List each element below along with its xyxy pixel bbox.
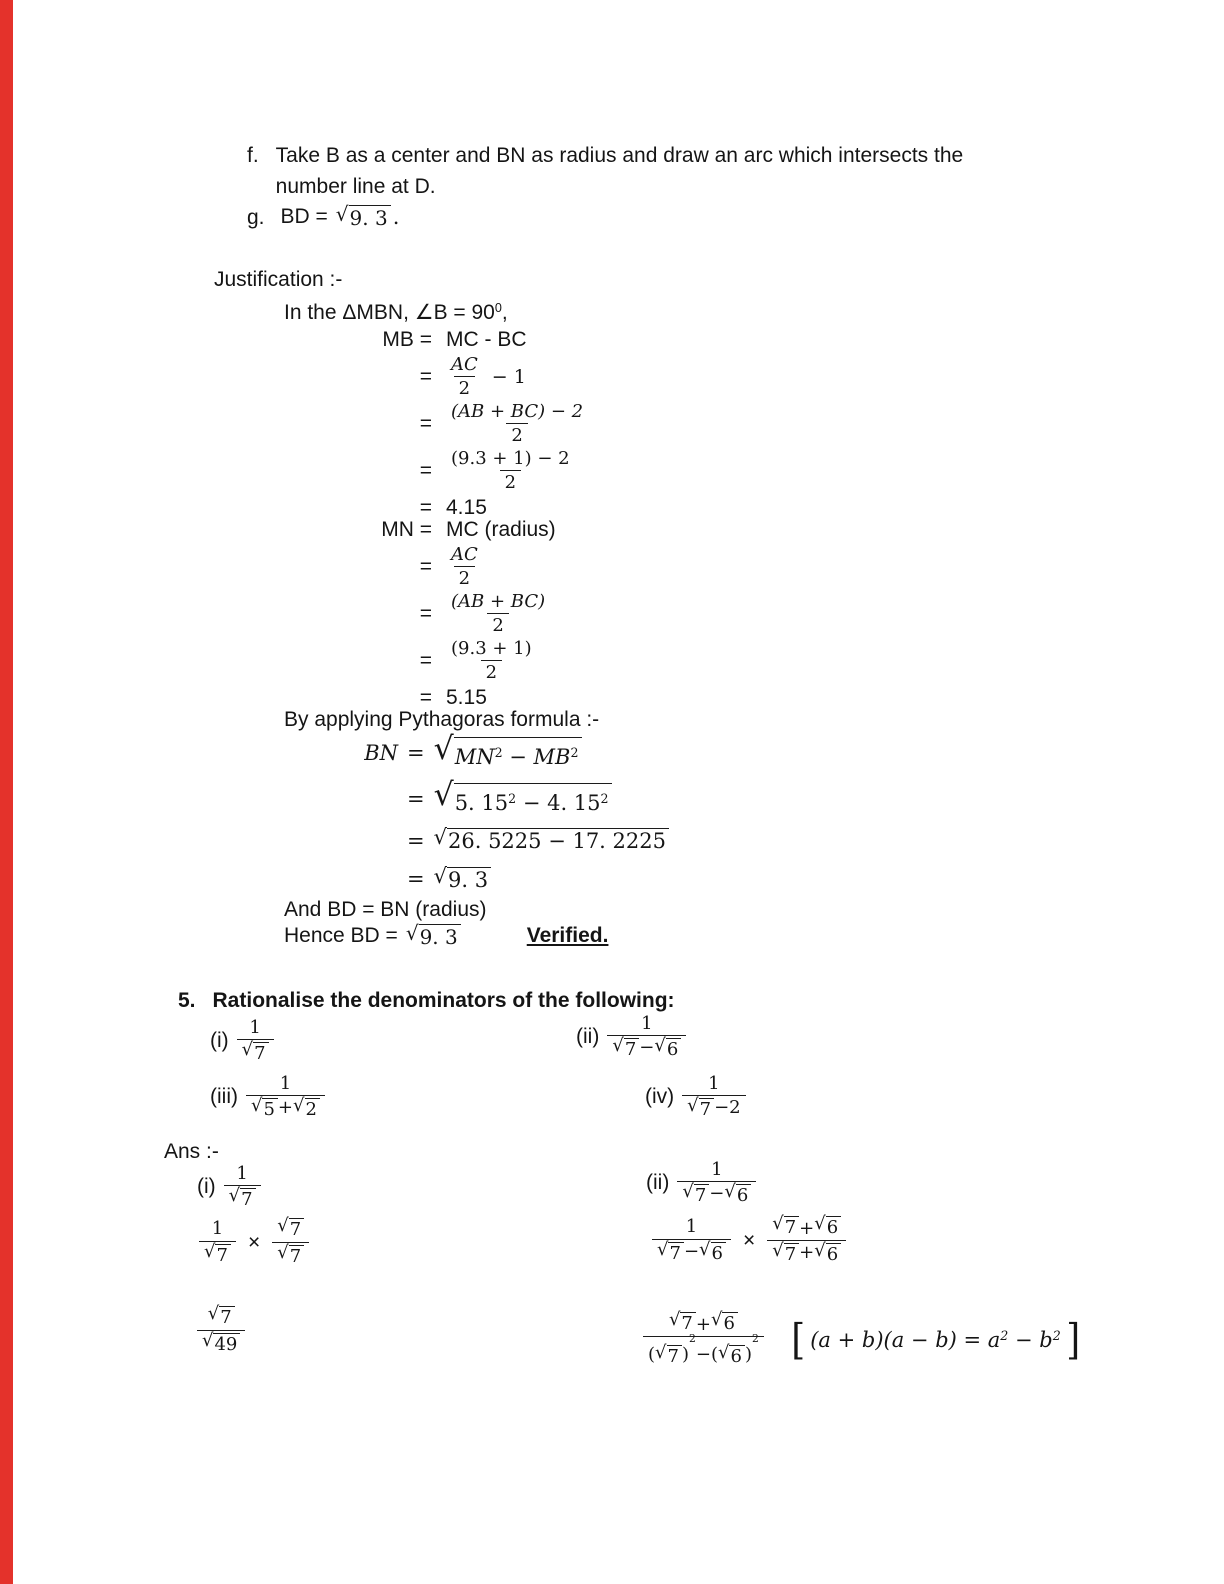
sqrt	[251, 1098, 278, 1120]
fraction	[652, 1217, 731, 1264]
question-text: Rationalise the denominators of the following:	[212, 989, 675, 1012]
fraction	[446, 592, 550, 636]
equals-sign: =	[407, 741, 425, 766]
radical-icon	[202, 1333, 213, 1350]
pythagoras-heading: By applying Pythagoras formula :-	[284, 708, 600, 731]
denominator	[224, 1185, 261, 1210]
fraction	[677, 1160, 756, 1207]
step-f-line1: Take B as a center and BN as radius and draw an arc which intersects the	[275, 144, 964, 167]
term: MB	[533, 745, 571, 769]
sqrt	[204, 1244, 231, 1266]
paren: (	[648, 1344, 656, 1366]
denominator	[272, 1242, 309, 1267]
sqrt	[229, 1188, 256, 1210]
operator: +	[799, 1242, 815, 1264]
fraction	[643, 1312, 764, 1367]
sqrt	[814, 1216, 841, 1238]
question-5-part-iii	[210, 1074, 325, 1121]
denominator: 2	[481, 660, 502, 682]
fraction	[446, 545, 483, 589]
equals-sign: =	[419, 411, 432, 435]
radical-icon	[251, 1098, 262, 1115]
question-5-title	[178, 985, 675, 1016]
radical-icon	[669, 1312, 680, 1329]
hence-text: Hence BD =	[284, 924, 398, 948]
denominator	[199, 1241, 236, 1266]
equation-row	[284, 545, 556, 589]
fraction	[767, 1216, 846, 1265]
equals-sign: =	[419, 601, 432, 625]
sqrt	[277, 1245, 304, 1267]
radicand: 7	[289, 1245, 304, 1267]
radicand	[454, 783, 612, 816]
intro-comma: ,	[501, 301, 508, 324]
equation-row	[284, 355, 588, 399]
equation-row	[284, 518, 556, 542]
sqrt	[654, 1038, 681, 1060]
numerator	[203, 1306, 240, 1330]
equation-row	[284, 496, 588, 520]
operator: +	[695, 1313, 711, 1335]
equals-sign: =	[407, 867, 425, 892]
bd-equals-line: And BD = BN (radius)	[284, 898, 487, 921]
part-label: (ii)	[646, 1171, 670, 1195]
intro-text: In the ΔMBN, ∠B = 90	[284, 301, 495, 324]
radicand	[454, 737, 582, 770]
numerator: (AB + BC) − 2	[451, 400, 584, 422]
sqrt	[669, 1312, 696, 1334]
radicand: 6	[736, 1184, 751, 1206]
fraction	[197, 1306, 245, 1355]
radical-icon	[434, 783, 454, 809]
numerator: 1	[708, 1073, 720, 1094]
denominator: 2	[506, 423, 527, 445]
sqrt	[434, 737, 582, 770]
radicand: 7	[694, 1184, 709, 1206]
mn-equation-block	[284, 518, 556, 713]
algebraic-identity-note	[790, 1314, 1081, 1364]
paren: (	[710, 1344, 718, 1366]
radicand: 49	[213, 1333, 240, 1355]
radical-icon	[204, 1244, 215, 1261]
radical-icon	[682, 1184, 693, 1201]
numerator: 1	[685, 1216, 698, 1238]
numerator: 1	[641, 1013, 653, 1034]
sqrt	[406, 924, 461, 948]
operator: −	[683, 1240, 700, 1262]
operator: −2	[714, 1097, 741, 1119]
radicand: 7	[253, 1042, 268, 1064]
denominator: 2	[454, 376, 475, 398]
list-item-g	[247, 202, 399, 233]
justification-heading: Justification :-	[214, 268, 343, 291]
radical-icon	[242, 1042, 253, 1059]
close-bracket: ]	[1065, 1314, 1080, 1364]
identity-text: − b	[1008, 1327, 1053, 1352]
numerator	[664, 1312, 743, 1336]
equation-row	[352, 737, 669, 770]
equals-sign: =	[419, 554, 432, 578]
radical-icon	[772, 1216, 783, 1233]
denominator	[682, 1095, 745, 1120]
numerator: AC	[451, 544, 478, 565]
numerator	[272, 1218, 309, 1242]
numerator: 1	[211, 1218, 224, 1240]
sqrt	[208, 1306, 235, 1328]
radical-icon	[814, 1216, 825, 1233]
identity-text: (a + b)(a − b) = a	[810, 1327, 1001, 1352]
equation-tail: − 1	[491, 365, 526, 388]
radicand: 7	[784, 1216, 799, 1238]
denominator: 2	[487, 613, 508, 635]
equation-row	[352, 828, 669, 854]
part-label: (i)	[210, 1029, 229, 1053]
radicand: 6	[711, 1242, 726, 1264]
identity-body	[810, 1328, 1060, 1352]
operator: −	[709, 1183, 725, 1205]
step-g-equation	[281, 205, 400, 229]
radical-icon	[277, 1218, 288, 1235]
numerator: (AB + BC)	[451, 590, 546, 612]
fraction	[199, 1219, 236, 1266]
answer-ii-multiplication	[652, 1216, 846, 1265]
radicand: 9. 3	[419, 924, 461, 948]
question-5-part-iv	[645, 1074, 746, 1121]
sqrt	[772, 1243, 799, 1265]
answer-i-result	[197, 1306, 245, 1355]
question-number: 5.	[178, 989, 196, 1012]
fraction	[607, 1014, 686, 1061]
radical-icon	[612, 1038, 623, 1055]
radical-icon	[434, 737, 454, 763]
denominator	[237, 1039, 274, 1064]
question-5-part-i	[210, 1018, 274, 1065]
radicand: 7	[215, 1244, 230, 1266]
equation-rhs: MC - BC	[446, 328, 527, 351]
degree-superscript: 0	[494, 301, 502, 316]
denominator	[246, 1095, 325, 1120]
radicand: 7	[240, 1188, 255, 1210]
verified-label: Verified.	[526, 924, 609, 948]
sqrt	[814, 1243, 841, 1265]
open-bracket: [	[791, 1314, 806, 1364]
fraction	[682, 1074, 745, 1121]
equals-sign: =	[419, 495, 432, 519]
sqrt	[657, 1242, 684, 1264]
period: .	[392, 205, 400, 230]
numerator	[767, 1216, 846, 1240]
operator: − 4. 15	[516, 790, 601, 815]
answer-heading: Ans :-	[164, 1140, 219, 1163]
radicand: 6	[826, 1216, 841, 1238]
equation-result: 5.15	[446, 685, 487, 709]
answer-i-multiplication	[199, 1218, 309, 1267]
radical-icon	[434, 828, 447, 847]
radicand: 7	[680, 1312, 695, 1334]
step-f-line2: number line at D.	[275, 175, 436, 198]
radical-icon	[687, 1098, 698, 1115]
part-label: (ii)	[576, 1025, 600, 1049]
radical-icon	[229, 1188, 240, 1205]
operator: −	[502, 745, 534, 769]
equation-result: 4.15	[446, 495, 487, 519]
radicand: 5	[262, 1098, 277, 1120]
sqrt	[699, 1242, 726, 1264]
radicand: 26. 5225 − 17. 2225	[447, 828, 669, 854]
fraction	[446, 449, 575, 493]
superscript: 2	[508, 790, 517, 806]
radical-icon	[772, 1243, 783, 1260]
equation-row	[352, 783, 669, 816]
radical-icon	[655, 1345, 666, 1362]
denominator: ( √ 7 ) 2 − ( √ 6 ) 2	[643, 1336, 764, 1367]
radical-icon	[711, 1312, 722, 1329]
radicand: 9. 3	[349, 205, 391, 229]
radical-icon	[654, 1038, 665, 1055]
radicand: 7	[784, 1243, 799, 1265]
numerator: 1	[711, 1159, 723, 1180]
equation-lhs: MB =	[382, 328, 432, 351]
paren: )	[744, 1344, 752, 1366]
sqrt	[277, 1218, 304, 1240]
sqrt	[724, 1184, 751, 1206]
list-marker: g.	[247, 206, 265, 229]
radical-icon	[718, 1345, 729, 1362]
question-5-part-ii	[576, 1014, 686, 1061]
radicand: 6	[666, 1038, 681, 1060]
numerator: AC	[451, 354, 478, 375]
denominator	[677, 1181, 756, 1206]
sqrt	[772, 1216, 799, 1238]
mb-equation-block	[284, 328, 588, 523]
sqrt	[434, 867, 491, 893]
operator: +	[799, 1217, 815, 1239]
radical-icon	[208, 1306, 219, 1323]
radical-icon	[657, 1242, 668, 1259]
sqrt	[612, 1038, 639, 1060]
sqrt	[434, 828, 669, 854]
fraction	[246, 1074, 325, 1121]
numerator: (9.3 + 1)	[451, 637, 532, 659]
numerator: 1	[236, 1163, 248, 1184]
list-marker: f.	[247, 144, 259, 167]
sqrt	[711, 1312, 738, 1334]
list-item-f	[247, 140, 963, 202]
equals-sign: =	[419, 458, 432, 482]
times-sign: ×	[247, 1230, 261, 1254]
superscript: 2	[494, 745, 503, 761]
radicand: 7	[668, 1242, 683, 1264]
fraction	[272, 1218, 309, 1267]
sqrt	[718, 1345, 745, 1367]
sqrt	[202, 1333, 240, 1355]
superscript: 2	[600, 790, 609, 806]
radicand: 6	[826, 1243, 841, 1265]
equals-sign: =	[419, 364, 432, 388]
radical-icon	[336, 205, 349, 223]
radicand: 7	[289, 1218, 304, 1240]
fraction	[237, 1018, 274, 1065]
sqrt	[293, 1098, 320, 1120]
equals-sign: =	[419, 685, 432, 709]
radical-icon	[293, 1098, 304, 1115]
term: 5. 15	[454, 790, 509, 815]
equals-sign: =	[407, 786, 425, 811]
superscript: 2	[570, 745, 579, 761]
sqrt	[682, 1184, 709, 1206]
superscript: 2	[1000, 1327, 1009, 1343]
radical-icon	[434, 867, 447, 886]
term: MN	[454, 745, 495, 769]
justification-intro	[284, 297, 508, 328]
page-edge-strip	[0, 0, 13, 1584]
equation-row	[352, 867, 669, 893]
equation-row	[284, 402, 588, 446]
sqrt	[687, 1098, 714, 1120]
fraction	[446, 355, 483, 399]
equation-row	[284, 449, 588, 493]
equation-rhs: MC (radius)	[446, 518, 556, 541]
fraction	[446, 639, 537, 683]
answer-ii	[646, 1160, 756, 1207]
radicand: 6	[729, 1345, 744, 1367]
radicand: 2	[305, 1098, 320, 1120]
equation-row	[284, 592, 556, 636]
radical-icon	[277, 1245, 288, 1262]
sqrt	[434, 783, 612, 816]
sqrt	[336, 205, 391, 229]
times-sign: ×	[742, 1228, 756, 1252]
sqrt	[242, 1042, 269, 1064]
denominator	[197, 1330, 245, 1355]
radicand: 9. 3	[447, 867, 491, 893]
fraction	[224, 1164, 261, 1211]
radical-icon	[724, 1184, 735, 1201]
operator: −	[695, 1344, 711, 1366]
denominator	[767, 1240, 846, 1265]
equation-row	[284, 328, 588, 352]
denominator: 2	[500, 470, 521, 492]
denominator: 2	[454, 566, 475, 588]
equation-text: BD =	[280, 205, 328, 229]
part-label: (i)	[197, 1175, 216, 1199]
radicand: 7	[219, 1306, 234, 1328]
denominator	[607, 1035, 686, 1060]
radical-icon	[699, 1242, 710, 1259]
part-label: (iv)	[645, 1085, 675, 1109]
numerator: (9.3 + 1) − 2	[451, 447, 570, 469]
radical-icon	[406, 924, 419, 942]
answer-ii-result	[643, 1312, 1081, 1367]
numerator: 1	[279, 1073, 292, 1094]
conclusion-line	[284, 924, 608, 948]
radicand: 6	[722, 1312, 737, 1334]
equals-sign: =	[407, 828, 425, 853]
equation-lhs: BN	[364, 741, 398, 766]
superscript: 2	[1052, 1327, 1061, 1343]
radicand: 7	[667, 1345, 682, 1367]
fraction	[446, 402, 588, 446]
radicand: 7	[624, 1038, 639, 1060]
equation-row	[284, 639, 556, 683]
paren: )	[681, 1344, 689, 1366]
numerator: 1	[249, 1017, 261, 1038]
radical-icon	[814, 1243, 825, 1260]
denominator	[652, 1239, 731, 1264]
step-f-text	[276, 140, 964, 202]
operator: −	[639, 1037, 655, 1059]
equation-lhs: MN =	[381, 518, 432, 541]
part-label: (iii)	[210, 1085, 238, 1109]
radicand: 7	[699, 1098, 714, 1120]
bn-equation-block	[352, 737, 669, 905]
answer-i	[197, 1164, 261, 1211]
equals-sign: =	[419, 648, 432, 672]
sqrt	[655, 1345, 682, 1367]
operator: +	[277, 1097, 294, 1119]
